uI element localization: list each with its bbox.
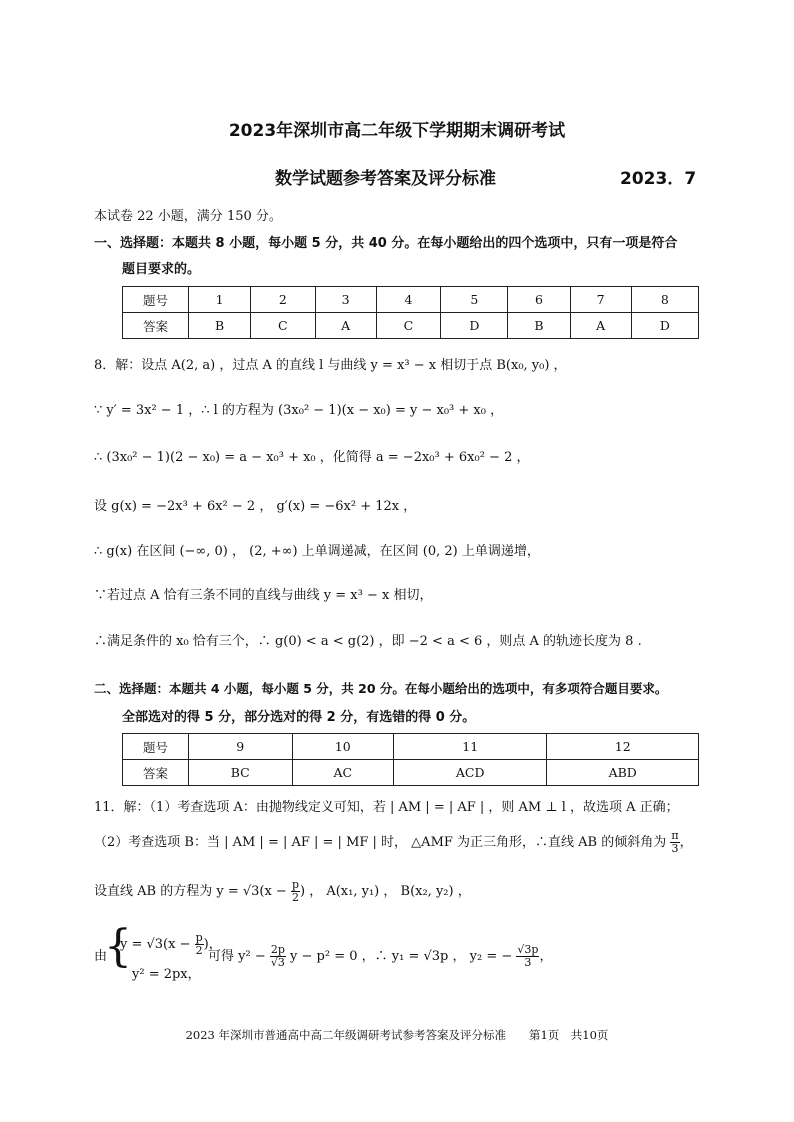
table-cell: 10 [292, 734, 393, 760]
equation-system-brace: { [104, 921, 132, 972]
page-footer: 2023 年深圳市普通高中高二年级调研考试参考答案及评分标准 第1页 共10页 [185, 1028, 609, 1042]
fraction-denominator: √3 [270, 956, 285, 969]
fraction [516, 944, 539, 969]
section2-answer-table [122, 733, 699, 786]
result-text-cont: y − p² = 0 ，∴ y₁ = √3p ， y₂ = − [290, 949, 513, 964]
table-cell: AC [292, 760, 393, 786]
q8-line-2: ∵ y′ = 3x² − 1 ，∴ l 的方程为 (3x₀² − 1)(x − x₀) = y − x₀³ + x₀ ， [94, 403, 504, 418]
q11-system-eq-1 [120, 932, 222, 957]
table-cell: ABD [547, 760, 699, 786]
q8-line-5: ∴ g(x) 在区间 (−∞, 0) ， (2, +∞) 上单调递减，在区间 (0, 2) 上单调递增， [94, 544, 540, 559]
q11-line-3-end: ) ， A(x₁, y₁) ， B(x₂, y₂) ， [300, 884, 471, 899]
table-cell: 12 [547, 734, 699, 760]
system-eq-1-text: y = √3(x − [120, 937, 191, 952]
q11-line-2 [94, 830, 693, 855]
q11-line-2-text: （2）考查选项 B：当 | AM | = | AF | = | MF | 时， △AMF 为正三角形，∴直线 AB 的倾斜角为 [94, 835, 667, 850]
page-title: 2023年深圳市高二年级下学期期末调研考试 [228, 121, 566, 141]
table-cell: A [315, 313, 376, 339]
intro-text: 本试卷 22 小题，满分 150 分。 [94, 209, 282, 224]
q8-line-7: ∴满足条件的 x₀ 恰有三个，∴ g(0) < a < g(2) ，即 −2 < a < 6 ，则点 A 的轨迹长度为 8 . [94, 634, 642, 649]
fraction-numerator: p [195, 931, 203, 944]
section1-answer-table [122, 286, 699, 339]
table-row [123, 287, 699, 313]
table-cell: 9 [189, 734, 293, 760]
system-eq-1-end: )， [203, 937, 222, 952]
q11-line-3 [94, 879, 471, 904]
table-cell: 3 [315, 287, 376, 313]
fraction-numerator: 2p [270, 943, 285, 956]
fraction-numerator: √3p [517, 943, 539, 956]
result-text-end: ， [539, 949, 553, 964]
table-row [123, 734, 699, 760]
table-cell: C [376, 313, 440, 339]
section1-heading: 一、选择题：本题共 8 小题，每小题 5 分，共 40 分。在每小题给出的四个选项中，只有一项是符合 [94, 236, 678, 251]
table-header-cell: 答案 [123, 760, 189, 786]
table-cell: C [251, 313, 315, 339]
q11-line-4-result [208, 944, 552, 969]
table-cell: D [441, 313, 508, 339]
table-cell: 11 [394, 734, 547, 760]
table-row [123, 760, 699, 786]
section1-heading-cont: 题目要求的。 [122, 262, 201, 277]
fraction-denominator: 3 [671, 842, 679, 855]
result-text: 可得 y² − [208, 949, 266, 964]
q11-line-4-prefix: 由 [94, 949, 108, 964]
q11-line-3-text: 设直线 AB 的方程为 y = √3(x − [94, 884, 287, 899]
table-cell: 2 [251, 287, 315, 313]
table-cell: D [631, 313, 698, 339]
table-cell: 1 [189, 287, 251, 313]
table-header-cell: 题号 [123, 287, 189, 313]
table-row [123, 313, 699, 339]
q11-line-1: 11．解：（1）考查选项 A：由抛物线定义可知，若 | AM | = | AF | ，则 AM ⊥ l ，故选项 A 正确； [94, 800, 679, 815]
page-subtitle: 数学试题参考答案及评分标准 [275, 169, 496, 189]
section2-heading-cont: 全部选对的得 5 分，部分选对的得 2 分，有选错的得 0 分。 [122, 710, 476, 725]
fraction [270, 944, 286, 969]
fraction-denominator: 2 [195, 944, 203, 957]
q11-line-2-end: ， [679, 835, 693, 850]
fraction-numerator: π [671, 829, 679, 842]
fraction-denominator: 2 [291, 891, 299, 904]
fraction [670, 830, 679, 855]
table-cell: 4 [376, 287, 440, 313]
fraction [291, 879, 300, 904]
q8-line-3: ∴ (3x₀² − 1)(2 − x₀) = a − x₀³ + x₀ ，化简得 a = −2x₀³ + 6x₀² − 2 ， [94, 450, 530, 465]
exam-date: 2023．7 [620, 169, 697, 189]
q8-line-6: ∵若过点 A 恰有三条不同的直线与曲线 y = x³ − x 相切， [94, 588, 433, 603]
fraction-numerator: p [291, 878, 300, 891]
q11-system-eq-2: y² = 2px， [132, 967, 201, 982]
table-cell: 5 [441, 287, 508, 313]
table-cell: A [570, 313, 631, 339]
table-cell: ACD [394, 760, 547, 786]
table-cell: 6 [508, 287, 570, 313]
table-cell: BC [189, 760, 293, 786]
fraction [195, 932, 204, 957]
table-cell: 7 [570, 287, 631, 313]
table-header-cell: 题号 [123, 734, 189, 760]
q8-line-4: 设 g(x) = −2x³ + 6x² − 2 ， g′(x) = −6x² + 12x ， [94, 499, 417, 514]
table-cell: B [189, 313, 251, 339]
table-header-cell: 答案 [123, 313, 189, 339]
section2-heading: 二、选择题：本题共 4 小题，每小题 5 分，共 20 分。在每小题给出的选项中，有多项符合题目要求。 [94, 681, 668, 696]
table-cell: B [508, 313, 570, 339]
q8-line-1: 8．解：设点 A(2, a) ，过点 A 的直线 l 与曲线 y = x³ − x 相切于点 B(x₀, y₀) ， [94, 358, 567, 373]
table-cell: 8 [631, 287, 698, 313]
fraction-denominator: 3 [524, 956, 532, 969]
